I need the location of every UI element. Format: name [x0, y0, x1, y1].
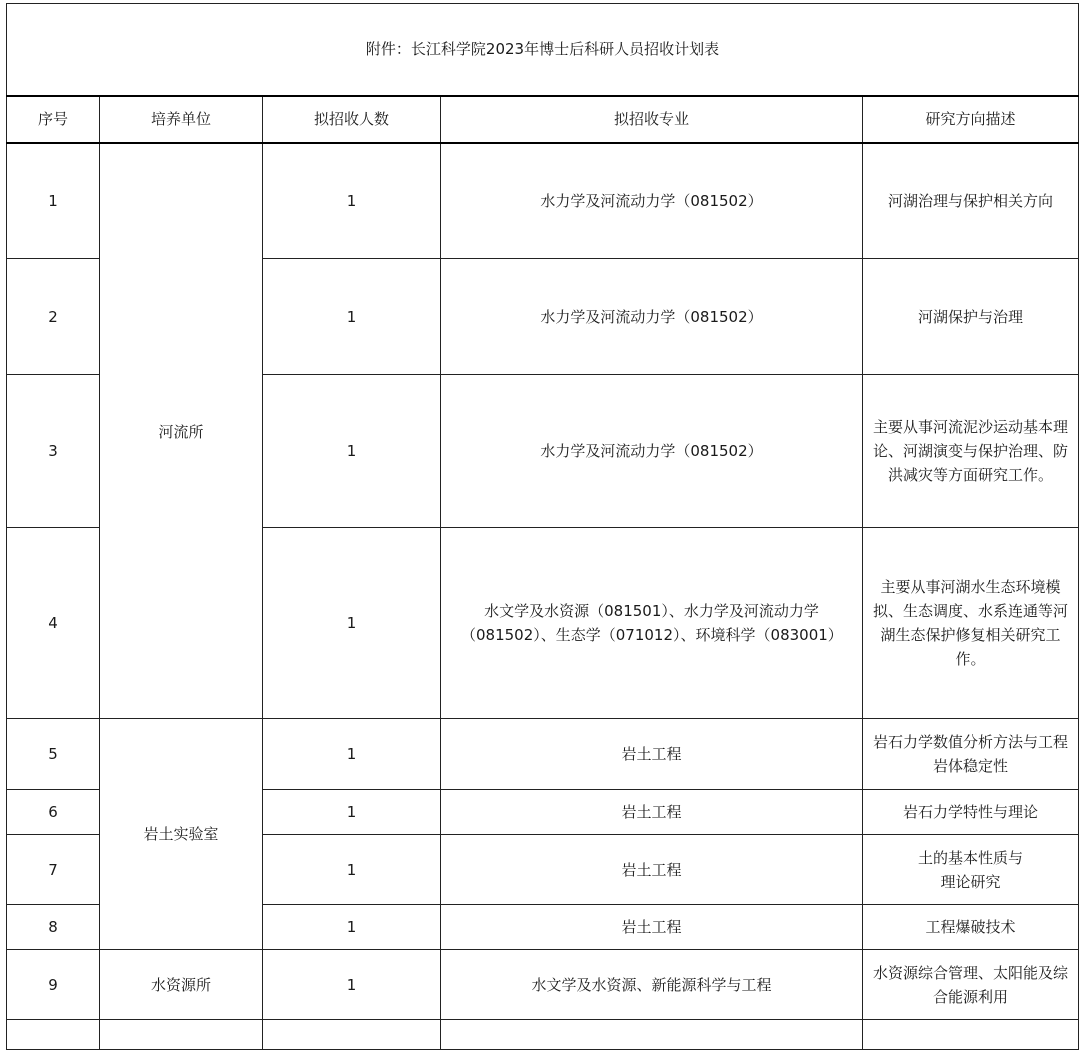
header-direction: 研究方向描述 [863, 96, 1079, 143]
row-count: 1 [263, 950, 441, 1020]
row-direction: 主要从事河湖水生态环境模拟、生态调度、水系连通等河湖生态保护修复相关研究工作。 [863, 528, 1079, 719]
unit-cell-hekou: 河流所 [100, 143, 263, 719]
row-count: 1 [263, 528, 441, 719]
row-direction: 河湖治理与保护相关方向 [863, 143, 1079, 259]
row-direction: 水资源综合管理、太阳能及综合能源利用 [863, 950, 1079, 1020]
table-row-partial [7, 1020, 1079, 1050]
header-index: 序号 [7, 96, 100, 143]
row-index: 7 [7, 835, 100, 905]
row-direction: 岩石力学数值分析方法与工程岩体稳定性 [863, 719, 1079, 790]
header-unit: 培养单位 [100, 96, 263, 143]
recruitment-plan-table [6, 3, 1079, 1050]
row-major: 岩土工程 [441, 835, 863, 905]
row-major: 水文学及水资源、新能源科学与工程 [441, 950, 863, 1020]
row-count: 1 [263, 790, 441, 835]
row-direction: 工程爆破技术 [863, 905, 1079, 950]
table-title: 附件：长江科学院2023年博士后科研人员招收计划表 [7, 4, 1079, 96]
unit-cell-shuiziyuan: 水资源所 [100, 950, 263, 1020]
row-major: 岩土工程 [441, 719, 863, 790]
row-count: 1 [263, 259, 441, 375]
row-index: 9 [7, 950, 100, 1020]
row-count: 1 [263, 835, 441, 905]
row-index: 5 [7, 719, 100, 790]
row-direction: 岩石力学特性与理论 [863, 790, 1079, 835]
table-row [7, 950, 1079, 1020]
table-row [7, 719, 1079, 790]
header-major: 拟招收专业 [441, 96, 863, 143]
row-index: 1 [7, 143, 100, 259]
row-direction: 主要从事河流泥沙运动基本理论、河湖演变与保护治理、防洪减灾等方面研究工作。 [863, 375, 1079, 528]
table-row [7, 143, 1079, 259]
unit-cell-yantu: 岩土实验室 [100, 719, 263, 950]
row-major: 水力学及河流动力学（081502） [441, 259, 863, 375]
row-count: 1 [263, 905, 441, 950]
row-major: 水力学及河流动力学（081502） [441, 143, 863, 259]
row-count: 1 [263, 719, 441, 790]
header-row [7, 96, 1079, 143]
header-count: 拟招收人数 [263, 96, 441, 143]
row-direction: 土的基本性质与理论研究 [863, 835, 1079, 905]
row-major: 岩土工程 [441, 790, 863, 835]
row-count: 1 [263, 143, 441, 259]
row-index: 6 [7, 790, 100, 835]
row-index: 2 [7, 259, 100, 375]
row-index: 4 [7, 528, 100, 719]
row-major: 水力学及河流动力学（081502） [441, 375, 863, 528]
row-major: 岩土工程 [441, 905, 863, 950]
row-index: 3 [7, 375, 100, 528]
row-count: 1 [263, 375, 441, 528]
row-direction: 河湖保护与治理 [863, 259, 1079, 375]
row-index: 8 [7, 905, 100, 950]
row-major: 水文学及水资源（081501）、水力学及河流动力学（081502）、生态学（071012）、环境科学（083001） [441, 528, 863, 719]
